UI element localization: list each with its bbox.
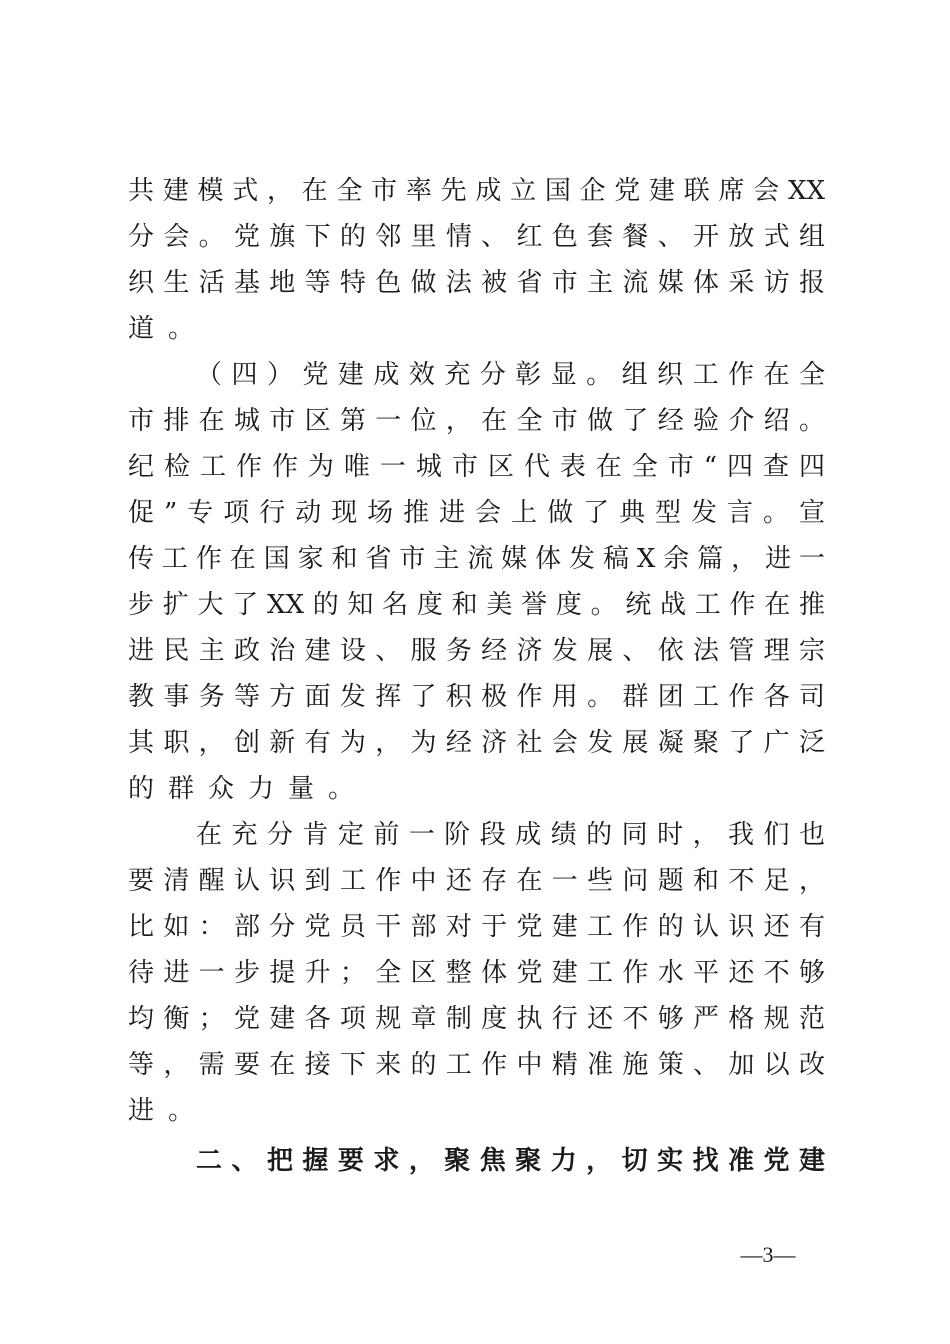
paragraph-line: 步扩大了XX的知名度和美誉度。统战工作在推 bbox=[128, 590, 825, 620]
paragraph-line: 其职，创新有为，为经济社会发展凝聚了广泛 bbox=[128, 728, 825, 758]
paragraph-line: 进民主政治建设、服务经济发展、依法管理宗 bbox=[128, 636, 825, 666]
paragraph-line: 促”专项行动现场推进会上做了典型发言。宣 bbox=[128, 498, 825, 528]
paragraph-line: 进。 bbox=[128, 1096, 209, 1126]
paragraph-line: 在充分肯定前一阶段成绩的同时，我们也 bbox=[196, 820, 825, 850]
paragraph-line: 等，需要在接下来的工作中精准施策、加以改 bbox=[128, 1050, 825, 1080]
paragraph-line: 的群众力量。 bbox=[128, 774, 369, 804]
paragraph-line: 均衡；党建各项规章制度执行还不够严格规范 bbox=[128, 1004, 825, 1034]
paragraph-line: 比如：部分党员干部对于党建工作的认识还有 bbox=[128, 912, 825, 942]
paragraph-line: 要清醒认识到工作中还存在一些问题和不足， bbox=[128, 866, 825, 896]
paragraph-line: 纪检工作作为唯一城市区代表在全市“四查四 bbox=[128, 452, 825, 482]
page-number: —3— bbox=[740, 1242, 796, 1267]
paragraph-line: 分会。党旗下的邻里情、红色套餐、开放式组 bbox=[128, 222, 825, 252]
paragraph-line: 织生活基地等特色做法被省市主流媒体采访报 bbox=[128, 268, 825, 298]
paragraph-line: 市排在城市区第一位，在全市做了经验介绍。 bbox=[128, 406, 825, 436]
section-heading: 二、把握要求，聚焦聚力，切实找准党建 bbox=[196, 1146, 825, 1176]
paragraph-line: 道。 bbox=[128, 314, 209, 344]
paragraph-line: 待进一步提升；全区整体党建工作水平还不够 bbox=[128, 958, 825, 988]
paragraph-line: （四）党建成效充分彰显。组织工作在全 bbox=[196, 360, 825, 390]
paragraph-line: 教事务等方面发挥了积极作用。群团工作各司 bbox=[128, 682, 825, 712]
paragraph-line: 传工作在国家和省市主流媒体发稿X余篇，进一 bbox=[128, 544, 825, 574]
paragraph-line: 共建模式，在全市率先成立国企党建联席会XX bbox=[128, 176, 825, 206]
